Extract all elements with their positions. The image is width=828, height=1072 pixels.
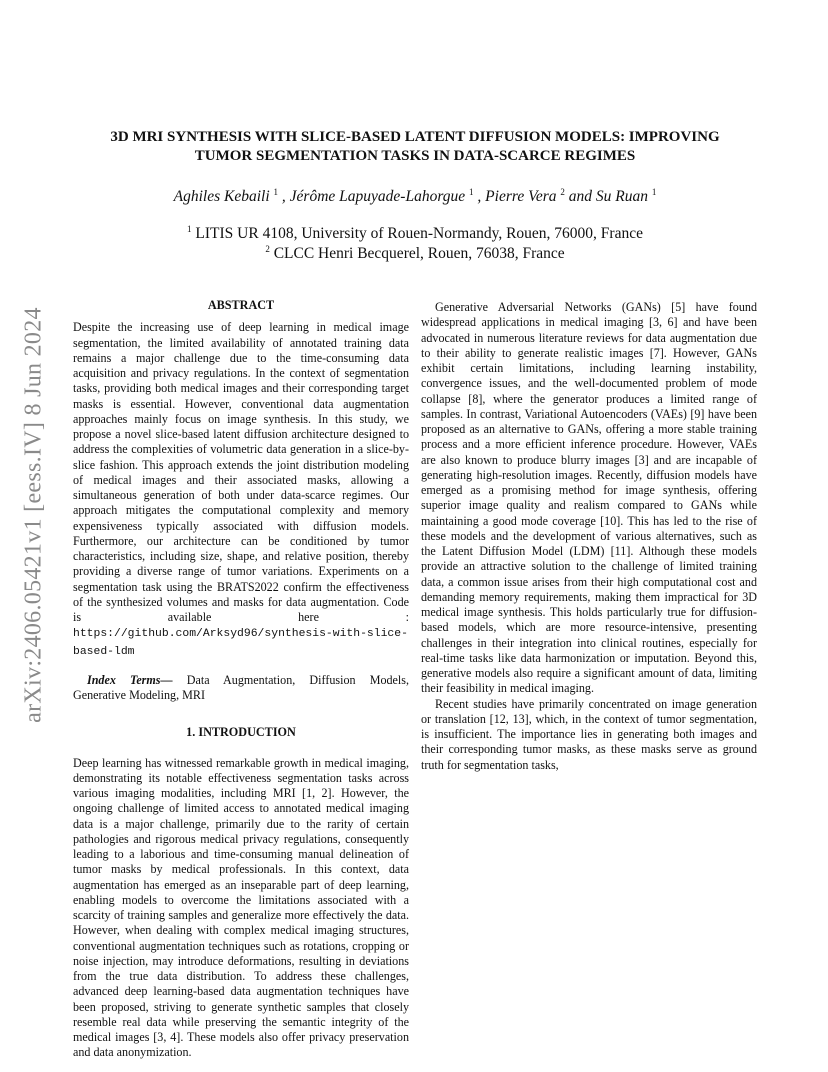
intro-paragraph-2: Generative Adversarial Networks (GANs) [5] have found widespread applications in medical imaging [3, 6] and have been advocated in numerous literature reviews for data augmentation due to their ability to generate realistic images [7]. However, GANs exhibit certain limitations, including learning instability, convergence issues, and the well-documented problem of mode collapse [8], where the generator produces a limited range of samples. In contrast, Variational Autoencoders (VAEs) [9] have been proposed as an alternative to GANs, offering a more stable training process and a more efficient inference procedure. However, VAEs are also known to produce blurry images [3] and are incapable of generating high-resolution images. Recently, diffusion models have emerged as a promising method for image synthesis, offering superior image quality and realism compared to GANs while maintaining a good mode coverage [10]. This has led to the rise of these models and the development of various alternatives, such as the Latent Diffusion Model (LDM) [11]. Although these models provide an attractive solution to the challenge of limited training data, a common issue arises from their high computational cost and demanding memory requirements, making them impractical for 3D medical image synthesis. This holds particularly true for diffusion-based models, which are more resource-intensive, presenting challenges in their integration into clinical routines, especially for real-time tasks like data harmonization or imputation. Beyond this, generative models also require a significant amount of data, limiting their feasibility in medical imaging. [421, 300, 757, 696]
author-separator: and [568, 188, 596, 205]
left-column [73, 298, 409, 1061]
title-line-2: TUMOR SEGMENTATION TASKS IN DATA-SCARCE REGIMES [194, 148, 636, 164]
paper-title [70, 128, 760, 166]
author-affil-marker: 2 [560, 186, 565, 197]
abstract-text: Despite the increasing use of deep learning in medical image segmentation, the limited availability of annotated training data remains a major challenge due to the time-consuming data acquisition and privacy regulations. In the context of segmentation tasks, providing both medical images and their corresponding target masks is essential. However, conventional data augmentation approaches mainly focus on image synthesis. In this study, we propose a novel slice-based latent diffusion architecture designed to address the complexities of volumetric data generation in a slice-by-slice fashion. This approach extends the joint distribution modeling of medical images and their associated masks, allowing a simultaneous generation of both under data-scarce regimes. Our approach mitigates the computational complexity and memory expensiveness typically associated with diffusion models. Furthermore, our architecture can be conditioned by tumor characteristics, including size, shape, and relative position, thereby providing a diverse range of tumor variations. Experiments on a segmentation task using the BRATS2022 confirm the effectiveness of the synthesized volumes and masks for data augmentation. Code is available here : [73, 320, 409, 624]
author-name: Jérôme Lapuyade-Lahorgue [289, 188, 466, 205]
title-line-1: 3D MRI SYNTHESIS WITH SLICE-BASED LATENT DIFFUSION MODELS: IMPROVING [110, 129, 720, 145]
affiliation-marker: 2 [265, 243, 270, 254]
author-affil-marker: 1 [469, 186, 474, 197]
author-list [70, 188, 760, 206]
intro-paragraph-1: Deep learning has witnessed remarkable growth in medical imaging, demonstrating its notable effectiveness segmentation tasks across various imaging modalities, including MRI [1, 2]. However, the ongoing challenge of limited access to annotated medical imaging data is a major challenge, primarily due to the rarity of certain pathologies and rigorous medical privacy regulations, consequently leading to a laborious and time-consuming manual delineation of tumor masks by medical professionals. In this context, data augmentation has emerged as an inseparable part of deep learning, enabling models to overcome the limitations associated with a scarcity of training samples and generalize more effectively the data. However, when dealing with complex medical imaging structures, conventional augmentation techniques such as rotations, cropping or noise injection, may introduce deformations, resulting in deviations from the true data distribution. To address these challenges, advanced deep learning-based data augmentation techniques have been proposed, striving to generate synthetic samples that closely resemble real data while preserving the semantic integrity of the medical images [3, 4]. These models also offer privacy preservation and data anonymization. [73, 755, 409, 1060]
arxiv-identifier [16, 265, 52, 765]
arxiv-identifier-text: arXiv:2406.05421v1 [eess.IV] 8 Jun 2024 [20, 307, 47, 723]
intro-paragraph-3: Recent studies have primarily concentrated on image generation or translation [12, 13], which, in the context of tumor segmentation, is insufficient. The importance lies in generating both images and their corresponding tumor masks, as these masks serve as ground truth for segmentation tasks, [421, 696, 757, 772]
author-separator: , [477, 188, 486, 205]
affiliation-list [70, 224, 760, 264]
index-terms-label: Index Terms— [87, 672, 173, 687]
author-separator: , [281, 188, 290, 205]
affiliation-marker: 1 [187, 223, 192, 234]
author-affil-marker: 1 [651, 186, 657, 197]
affiliation-text: CLCC Henri Becquerel, Rouen, 76038, France [273, 245, 565, 262]
author-name: Su Ruan [595, 188, 648, 205]
author-affil-marker: 1 [273, 186, 279, 197]
affiliation [70, 244, 760, 264]
abstract-body [73, 320, 409, 660]
code-link[interactable]: https://github.com/Arksyd96/synthesis-with-slice-based-ldm [73, 628, 408, 658]
author-name: Aghiles Kebaili [173, 188, 270, 205]
introduction-heading: 1. INTRODUCTION [186, 725, 296, 740]
author-name: Pierre Vera [485, 188, 557, 205]
affiliation [70, 224, 760, 244]
abstract-heading: ABSTRACT [207, 298, 275, 312]
index-terms-text: Data Augmentation, Diffusion Models, Generative Modeling, MRI [73, 672, 409, 702]
right-column [421, 300, 757, 773]
affiliation-text: LITIS UR 4108, University of Rouen-Normandy, Rouen, 76000, France [195, 225, 643, 242]
index-terms [73, 673, 409, 704]
